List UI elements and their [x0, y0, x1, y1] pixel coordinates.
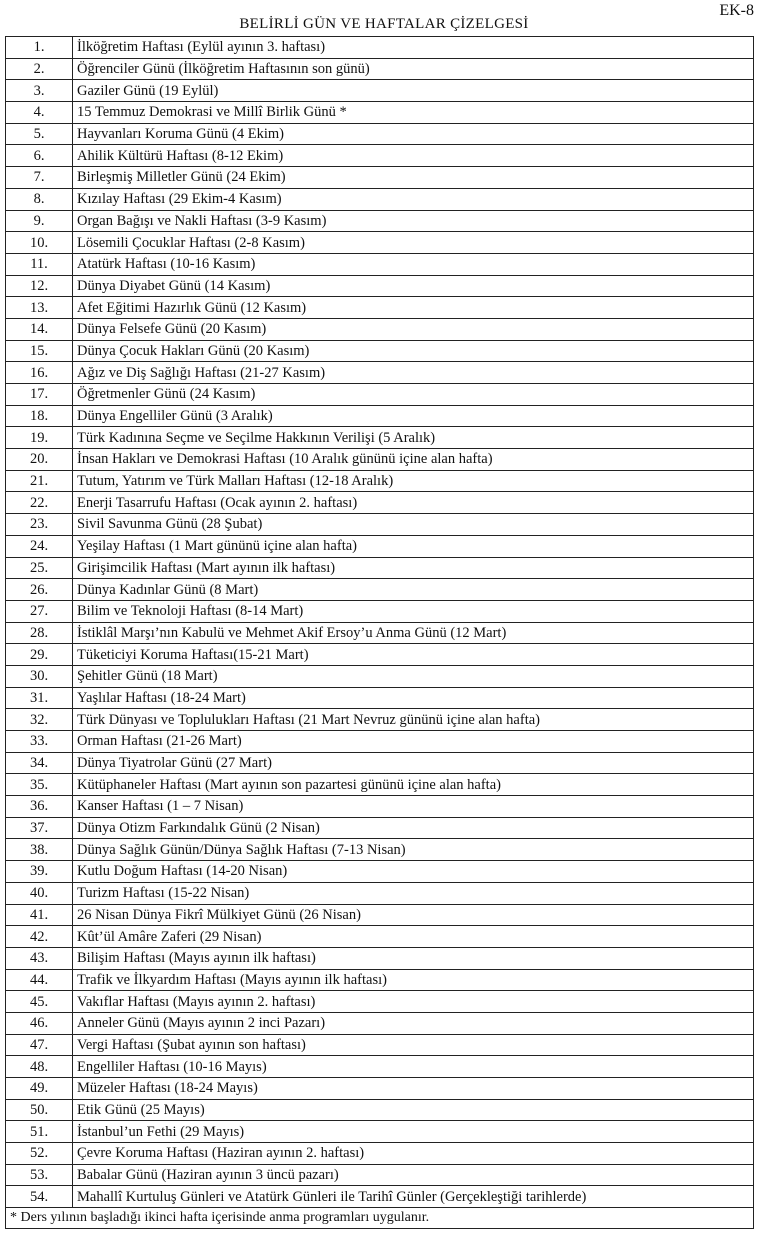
row-text: Hayvanları Koruma Günü (4 Ekim)	[73, 123, 754, 145]
table-row	[6, 969, 754, 991]
row-text: Anneler Günü (Mayıs ayının 2 inci Pazarı)	[73, 1012, 754, 1034]
table-row	[6, 644, 754, 666]
table-row	[6, 188, 754, 210]
row-number: 17.	[6, 384, 73, 406]
footnote-row	[6, 1208, 754, 1229]
table-row	[6, 1121, 754, 1143]
row-number: 39.	[6, 861, 73, 883]
row-number: 23.	[6, 514, 73, 536]
table-row	[6, 796, 754, 818]
row-text: Müzeler Haftası (18-24 Mayıs)	[73, 1078, 754, 1100]
row-number: 51.	[6, 1121, 73, 1143]
row-text: Bilim ve Teknoloji Haftası (8-14 Mart)	[73, 600, 754, 622]
row-number: 33.	[6, 731, 73, 753]
row-text: Mahallî Kurtuluş Günleri ve Atatürk Günleri ile Tarihî Günler (Gerçekleştiği tarihlerde)	[73, 1186, 754, 1208]
table-row	[6, 253, 754, 275]
table-row	[6, 340, 754, 362]
row-number: 8.	[6, 188, 73, 210]
table-row	[6, 947, 754, 969]
row-text: Yaşlılar Haftası (18-24 Mart)	[73, 687, 754, 709]
table-row	[6, 362, 754, 384]
table-row	[6, 709, 754, 731]
row-number: 49.	[6, 1078, 73, 1100]
row-number: 7.	[6, 167, 73, 189]
row-text: İnsan Hakları ve Demokrasi Haftası (10 Aralık gününü içine alan hafta)	[73, 449, 754, 471]
annex-code: EK-8	[719, 2, 754, 19]
table-row	[6, 1186, 754, 1208]
row-number: 15.	[6, 340, 73, 362]
row-text: Çevre Koruma Haftası (Haziran ayının 2. haftası)	[73, 1143, 754, 1165]
row-text: Orman Haftası (21-26 Mart)	[73, 731, 754, 753]
row-number: 28.	[6, 622, 73, 644]
row-text: Kızılay Haftası (29 Ekim-4 Kasım)	[73, 188, 754, 210]
row-text: Engelliler Haftası (10-16 Mayıs)	[73, 1056, 754, 1078]
row-number: 47.	[6, 1034, 73, 1056]
table-row	[6, 687, 754, 709]
row-text: Atatürk Haftası (10-16 Kasım)	[73, 253, 754, 275]
row-text: Turizm Haftası (15-22 Nisan)	[73, 882, 754, 904]
table-row	[6, 535, 754, 557]
row-number: 44.	[6, 969, 73, 991]
row-number: 21.	[6, 470, 73, 492]
row-number: 6.	[6, 145, 73, 167]
table-row	[6, 731, 754, 753]
row-text: Sivil Savunma Günü (28 Şubat)	[73, 514, 754, 536]
table-row	[6, 427, 754, 449]
table-row	[6, 210, 754, 232]
row-number: 34.	[6, 752, 73, 774]
row-number: 42.	[6, 926, 73, 948]
row-text: 26 Nisan Dünya Fikrî Mülkiyet Günü (26 Nisan)	[73, 904, 754, 926]
row-text: Lösemili Çocuklar Haftası (2-8 Kasım)	[73, 232, 754, 254]
row-text: İstiklâl Marşı’nın Kabulü ve Mehmet Akif Ersoy’u Anma Günü (12 Mart)	[73, 622, 754, 644]
row-number: 24.	[6, 535, 73, 557]
table-row	[6, 297, 754, 319]
row-text: Etik Günü (25 Mayıs)	[73, 1099, 754, 1121]
row-number: 45.	[6, 991, 73, 1013]
row-number: 27.	[6, 600, 73, 622]
table-row	[6, 926, 754, 948]
row-text: Türk Dünyası ve Toplulukları Haftası (21 Mart Nevruz gününü içine alan hafta)	[73, 709, 754, 731]
row-text: Trafik ve İlkyardım Haftası (Mayıs ayının ilk haftası)	[73, 969, 754, 991]
row-number: 19.	[6, 427, 73, 449]
table-row	[6, 58, 754, 80]
table-row	[6, 557, 754, 579]
table-row	[6, 904, 754, 926]
days-weeks-table	[5, 36, 754, 1229]
row-number: 38.	[6, 839, 73, 861]
table-row	[6, 1099, 754, 1121]
table-row	[6, 665, 754, 687]
row-number: 3.	[6, 80, 73, 102]
table-row	[6, 492, 754, 514]
row-text: Dünya Engelliler Günü (3 Aralık)	[73, 405, 754, 427]
row-text: Dünya Çocuk Hakları Günü (20 Kasım)	[73, 340, 754, 362]
row-number: 40.	[6, 882, 73, 904]
table-row	[6, 752, 754, 774]
table-row	[6, 449, 754, 471]
row-text: Şehitler Günü (18 Mart)	[73, 665, 754, 687]
footnote: * Ders yılının başladığı ikinci hafta içerisinde anma programları uygulanır.	[6, 1208, 754, 1229]
row-number: 11.	[6, 253, 73, 275]
table-row	[6, 1034, 754, 1056]
row-text: Birleşmiş Milletler Günü (24 Ekim)	[73, 167, 754, 189]
table-row	[6, 470, 754, 492]
table-body	[6, 37, 754, 1208]
table-row	[6, 405, 754, 427]
table-row	[6, 232, 754, 254]
row-text: İstanbul’un Fethi (29 Mayıs)	[73, 1121, 754, 1143]
table-row	[6, 167, 754, 189]
row-text: Vergi Haftası (Şubat ayının son haftası)	[73, 1034, 754, 1056]
table-row	[6, 123, 754, 145]
table-row	[6, 1143, 754, 1165]
row-number: 2.	[6, 58, 73, 80]
table-row	[6, 1164, 754, 1186]
row-number: 35.	[6, 774, 73, 796]
table-row	[6, 861, 754, 883]
row-number: 25.	[6, 557, 73, 579]
table-row	[6, 1056, 754, 1078]
table-row	[6, 102, 754, 124]
row-text: Enerji Tasarrufu Haftası (Ocak ayının 2. haftası)	[73, 492, 754, 514]
row-number: 48.	[6, 1056, 73, 1078]
table-row	[6, 80, 754, 102]
row-number: 14.	[6, 318, 73, 340]
row-text: Bilişim Haftası (Mayıs ayının ilk haftası)	[73, 947, 754, 969]
row-number: 46.	[6, 1012, 73, 1034]
row-number: 50.	[6, 1099, 73, 1121]
row-number: 36.	[6, 796, 73, 818]
row-text: Dünya Kadınlar Günü (8 Mart)	[73, 579, 754, 601]
table-row	[6, 514, 754, 536]
row-number: 32.	[6, 709, 73, 731]
row-text: Dünya Otizm Farkındalık Günü (2 Nisan)	[73, 817, 754, 839]
row-number: 31.	[6, 687, 73, 709]
row-text: Kütüphaneler Haftası (Mart ayının son pazartesi gününü içine alan hafta)	[73, 774, 754, 796]
table-row	[6, 37, 754, 59]
row-text: Ağız ve Diş Sağlığı Haftası (21-27 Kasım)	[73, 362, 754, 384]
table-row	[6, 991, 754, 1013]
row-number: 52.	[6, 1143, 73, 1165]
row-number: 22.	[6, 492, 73, 514]
row-text: Yeşilay Haftası (1 Mart gününü içine alan hafta)	[73, 535, 754, 557]
table-row	[6, 600, 754, 622]
row-number: 13.	[6, 297, 73, 319]
row-text: Dünya Felsefe Günü (20 Kasım)	[73, 318, 754, 340]
row-text: Tutum, Yatırım ve Türk Malları Haftası (12-18 Aralık)	[73, 470, 754, 492]
row-number: 5.	[6, 123, 73, 145]
row-text: Babalar Günü (Haziran ayının 3 üncü pazarı)	[73, 1164, 754, 1186]
table-row	[6, 1012, 754, 1034]
row-text: Türk Kadınına Seçme ve Seçilme Hakkının Verilişi (5 Aralık)	[73, 427, 754, 449]
row-number: 53.	[6, 1164, 73, 1186]
row-text: Organ Bağışı ve Nakli Haftası (3-9 Kasım)	[73, 210, 754, 232]
row-text: Kanser Haftası (1 – 7 Nisan)	[73, 796, 754, 818]
row-number: 18.	[6, 405, 73, 427]
row-number: 9.	[6, 210, 73, 232]
row-text: Tüketiciyi Koruma Haftası(15-21 Mart)	[73, 644, 754, 666]
row-text: İlköğretim Haftası (Eylül ayının 3. haftası)	[73, 37, 754, 59]
row-text: Afet Eğitimi Hazırlık Günü (12 Kasım)	[73, 297, 754, 319]
row-number: 54.	[6, 1186, 73, 1208]
row-number: 12.	[6, 275, 73, 297]
row-text: Vakıflar Haftası (Mayıs ayının 2. haftası)	[73, 991, 754, 1013]
row-text: Kutlu Doğum Haftası (14-20 Nisan)	[73, 861, 754, 883]
table-row	[6, 882, 754, 904]
table-row	[6, 839, 754, 861]
table-row	[6, 622, 754, 644]
table-row	[6, 817, 754, 839]
table-row	[6, 275, 754, 297]
row-number: 1.	[6, 37, 73, 59]
table-row	[6, 384, 754, 406]
row-text: Ahilik Kültürü Haftası (8-12 Ekim)	[73, 145, 754, 167]
row-number: 41.	[6, 904, 73, 926]
page-title: BELİRLİ GÜN VE HAFTALAR ÇİZELGESİ	[239, 16, 529, 32]
table-row	[6, 579, 754, 601]
row-text: Öğretmenler Günü (24 Kasım)	[73, 384, 754, 406]
row-number: 4.	[6, 102, 73, 124]
table-row	[6, 145, 754, 167]
row-number: 30.	[6, 665, 73, 687]
row-number: 26.	[6, 579, 73, 601]
table-row	[6, 1078, 754, 1100]
row-number: 10.	[6, 232, 73, 254]
row-text: Dünya Diyabet Günü (14 Kasım)	[73, 275, 754, 297]
table-row	[6, 318, 754, 340]
row-number: 20.	[6, 449, 73, 471]
row-text: 15 Temmuz Demokrasi ve Millî Birlik Günü *	[73, 102, 754, 124]
row-text: Girişimcilik Haftası (Mart ayının ilk haftası)	[73, 557, 754, 579]
row-text: Öğrenciler Günü (İlköğretim Haftasının son günü)	[73, 58, 754, 80]
row-text: Dünya Sağlık Günün/Dünya Sağlık Haftası (7-13 Nisan)	[73, 839, 754, 861]
row-number: 43.	[6, 947, 73, 969]
row-text: Gaziler Günü (19 Eylül)	[73, 80, 754, 102]
row-number: 16.	[6, 362, 73, 384]
row-text: Kût’ül Amâre Zaferi (29 Nisan)	[73, 926, 754, 948]
table-row	[6, 774, 754, 796]
row-number: 37.	[6, 817, 73, 839]
row-number: 29.	[6, 644, 73, 666]
row-text: Dünya Tiyatrolar Günü (27 Mart)	[73, 752, 754, 774]
